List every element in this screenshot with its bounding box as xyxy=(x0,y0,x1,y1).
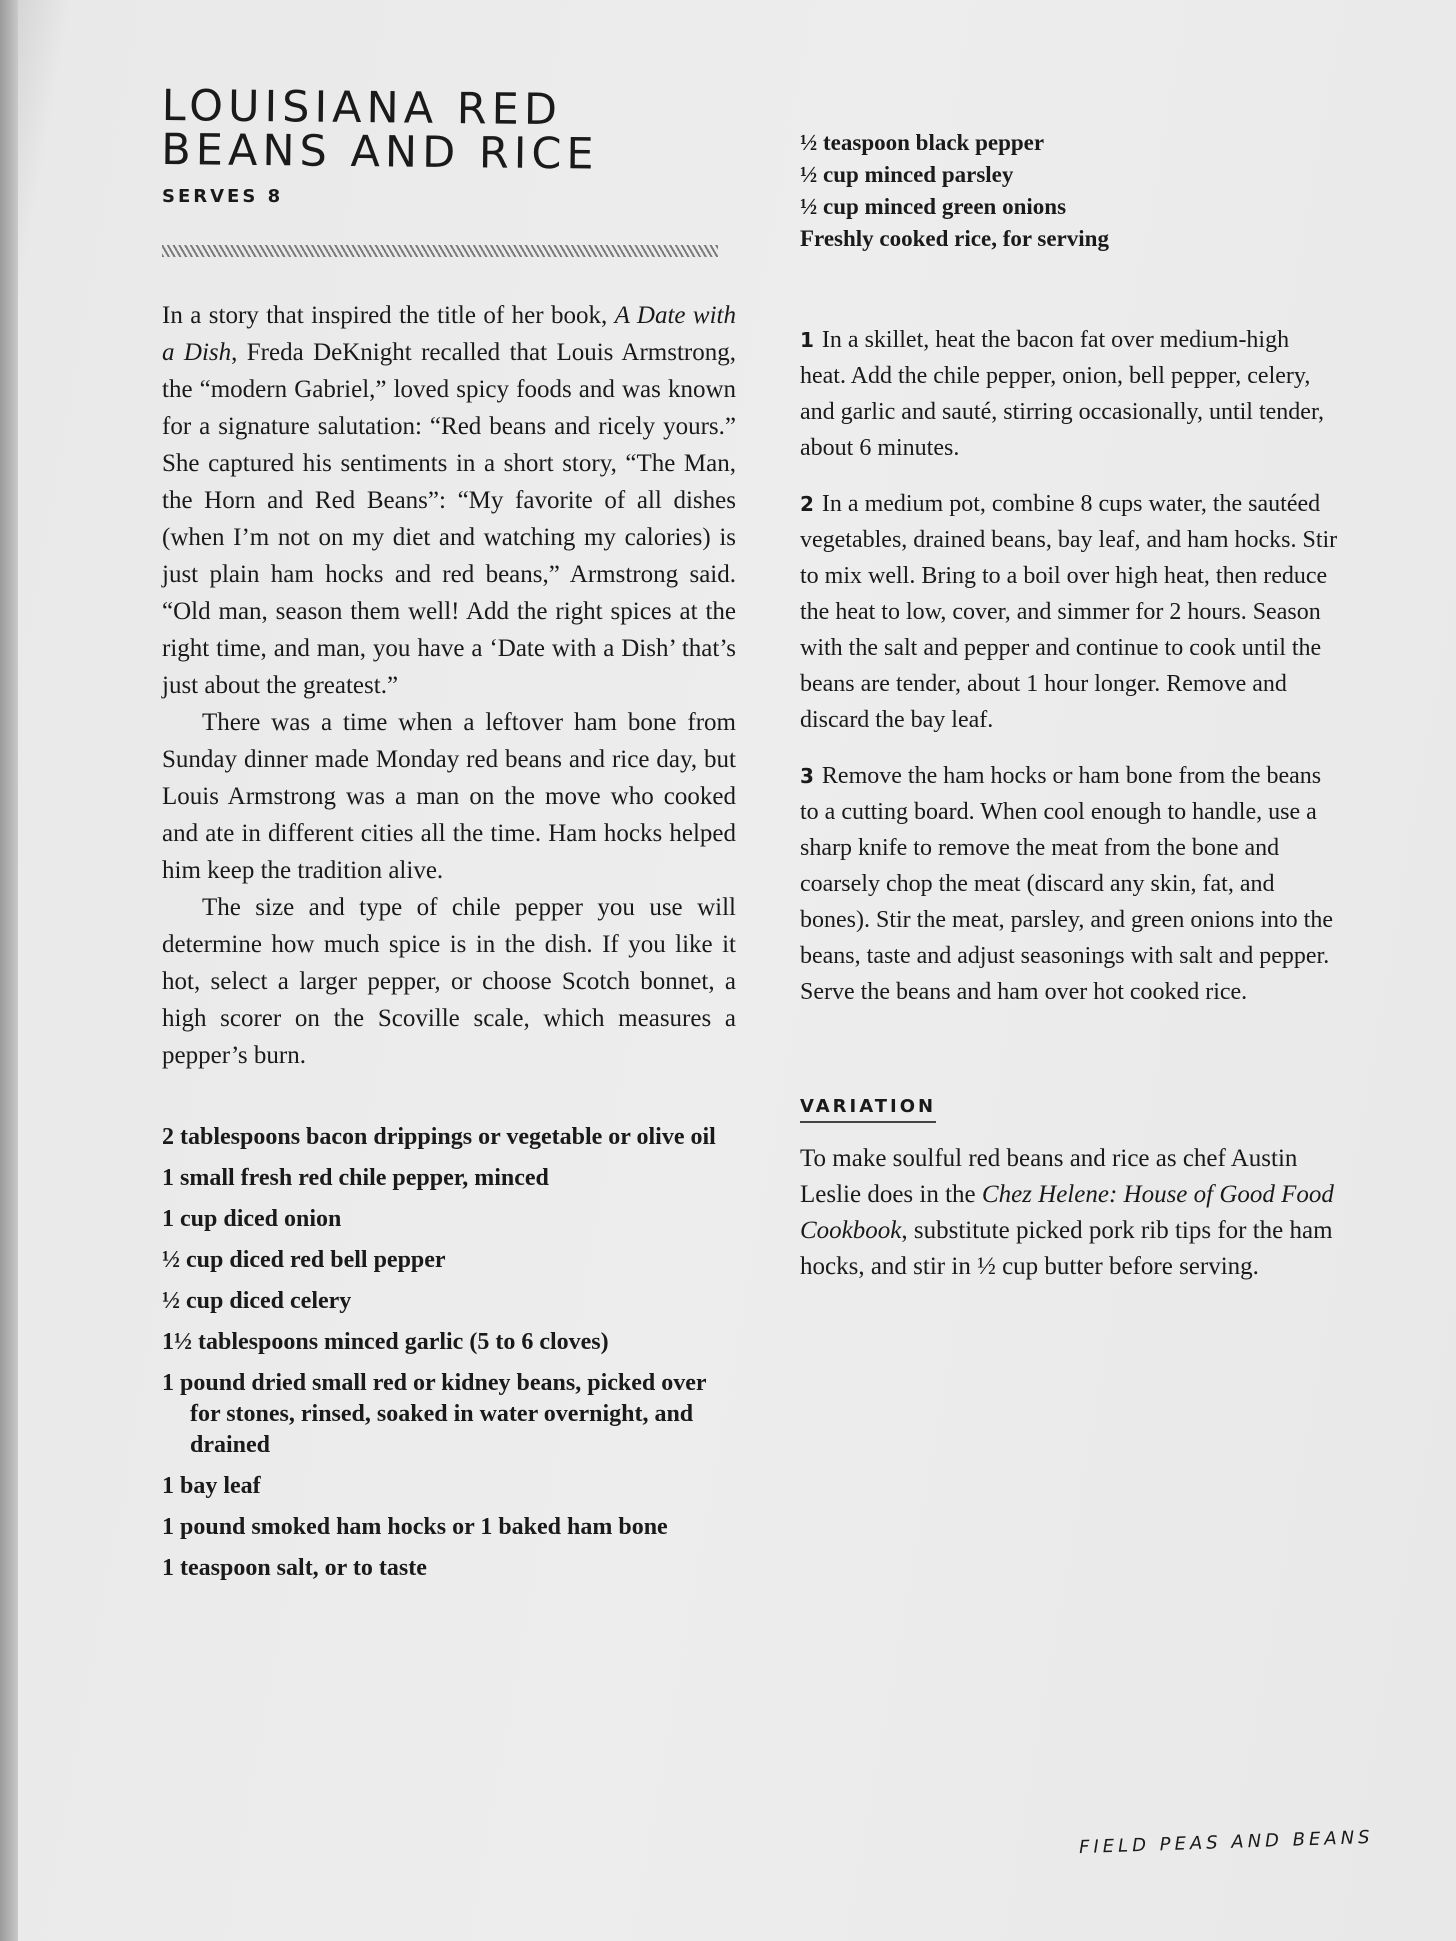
italic-title: Chez Helene: House of Good Food Cookbook xyxy=(800,1181,1334,1244)
intro-paragraph-3: The size and type of chile pepper you use will determine how much spice is in the dish. If you like it hot, select a larger pepper, or choose Scotch bonnet, a high scorer on the Scoville scale, which measures a pepper’s burn. xyxy=(162,894,736,1069)
step-2 xyxy=(800,486,1340,738)
variation-heading: VARIATION xyxy=(800,1096,936,1123)
step-text: In a skillet, heat the bacon fat over medium-high heat. Add the chile pepper, onion, bell pepper, celery, and garlic and sauté, stirring occasionally, until tender, about 6 minutes. xyxy=(800,327,1324,461)
ingredient-list-left xyxy=(162,1122,736,1584)
left-column xyxy=(161,81,736,1594)
text-run: , substitute picked pork rib tips for the ham hocks, and stir in ½ cup butter before serving. xyxy=(800,1217,1333,1280)
step-number: 1 xyxy=(800,328,814,352)
recipe-title: LOUISIANA RED BEANS AND RICE xyxy=(161,81,599,180)
ingredient-item: 1 teaspoon salt, or to taste xyxy=(162,1555,427,1581)
book-spine-shadow xyxy=(0,0,18,1941)
step-3 xyxy=(800,758,1340,1010)
ingredient-item: 1 bay leaf xyxy=(162,1473,261,1499)
text-run: In a story that inspired the title of her book, xyxy=(162,302,615,329)
ingredient-item: ½ cup diced red bell pepper xyxy=(162,1247,446,1273)
ingredient-item: 1 small fresh red chile pepper, minced xyxy=(162,1165,549,1191)
ingredient-list-right xyxy=(800,128,1340,254)
intro-paragraph-1 xyxy=(162,297,736,704)
ingredient-item: ½ cup diced celery xyxy=(162,1288,352,1314)
ingredient-item: ½ teaspoon black pepper xyxy=(800,130,1045,155)
ingredient-item: 1 pound smoked ham hocks or 1 baked ham bone xyxy=(162,1514,668,1540)
serves-label: SERVES 8 xyxy=(162,186,284,207)
ingredient-item: 1 cup diced onion xyxy=(162,1206,342,1232)
recipe-intro xyxy=(162,297,736,1074)
step-text: Remove the ham hocks or ham bone from the beans to a cutting board. When cool enough to handle, use a sharp knife to remove the meat from the bone and coarsely chop the meat (discard any skin, fat, and bones). Stir the meat, parsley, and green onions into the beans, taste and adjust seasonings with salt and pepper. Serve the beans and ham over hot cooked rice. xyxy=(800,763,1333,1005)
text-run: To make soulful red beans and rice as chef Austin Leslie does in the xyxy=(800,1145,1298,1208)
ingredient-item: Freshly cooked rice, for serving xyxy=(800,226,1109,251)
ingredient-item: 1 pound dried small red or kidney beans, picked over for stones, rinsed, soaked in water overnight, and drained xyxy=(162,1370,707,1458)
recipe-steps xyxy=(800,322,1340,1010)
ingredient-item: 2 tablespoons bacon drippings or vegetable or olive oil xyxy=(162,1124,716,1150)
section-footer: FIELD PEAS AND BEANS xyxy=(1079,1826,1375,1859)
decorative-divider xyxy=(162,245,718,257)
step-text: In a medium pot, combine 8 cups water, the sautéed vegetables, drained beans, bay leaf, and ham hocks. Stir to mix well. Bring to a boil over high heat, then reduce the heat to low, cover, and simmer for 2 hours. Season with the salt and pepper and continue to cook until the beans are tender, about 1 hour longer. Remove and discard the bay leaf. xyxy=(800,491,1338,733)
step-1 xyxy=(800,322,1340,466)
ingredient-item: ½ cup minced green onions xyxy=(800,194,1067,219)
step-number: 3 xyxy=(800,764,814,788)
italic-title: A Date with a Dish xyxy=(162,302,736,366)
variation-text xyxy=(800,1141,1340,1285)
ingredient-item: ½ cup minced parsley xyxy=(800,162,1014,187)
step-number: 2 xyxy=(800,492,814,516)
ingredient-item: 1½ tablespoons minced garlic (5 to 6 cloves) xyxy=(162,1329,609,1355)
text-run: , Freda DeKnight recalled that Louis Armstrong, the “modern Gabriel,” loved spicy foods and was known for a signature salutation: “Red beans and ricely yours.” She captured his sentiments in a short story, “The Man, the Horn and Red Beans”: “My favorite of all dishes (when I’m not on my diet and watching my calories) is just plain ham hocks and red beans,” Armstrong said. “Old man, season them well! Add the right spices at the right time, and man, you have a ‘Date with a Dish’ that’s just about the greatest.” xyxy=(162,339,736,699)
intro-paragraph-2: There was a time when a leftover ham bone from Sunday dinner made Monday red beans and rice day, but Louis Armstrong was a man on the move who cooked and ate in different cities all the time. Ham hocks helped him keep the tradition alive. xyxy=(162,709,736,884)
right-column xyxy=(800,128,1340,1310)
